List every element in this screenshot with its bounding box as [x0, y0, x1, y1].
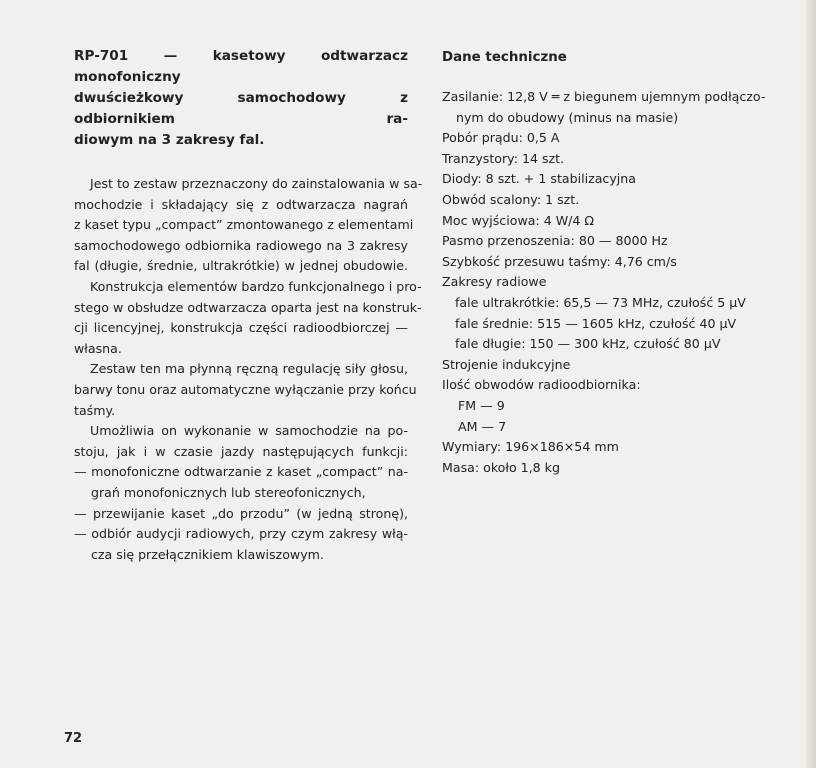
page-edge — [806, 0, 816, 768]
spec-line: Obwód scalony: 1 szt. — [442, 191, 580, 207]
spec-line: Diody: 8 szt. + 1 stabilizacyjna — [442, 171, 636, 187]
product-title — [74, 46, 408, 151]
body-line: stego w obsłudze odtwarzacza oparta jest na konstruk- — [74, 299, 422, 315]
spec-line: Zakresy radiowe — [442, 274, 547, 290]
spec-line: Szybkość przesuwu taśmy: 4,76 cm/s — [442, 253, 677, 269]
spec-line: fale średnie: 515 — 1605 kHz, czułość 40 μV — [455, 315, 737, 331]
list-item-line: grań monofonicznych lub stereofonicznych, — [91, 484, 366, 500]
spec-line: Strojenie indukcyjne — [442, 356, 571, 372]
spec-line: Pobór prądu: 0,5 A — [442, 130, 560, 146]
spec-line: AM — 7 — [458, 418, 507, 434]
spec-line: fale ultrakrótkie: 65,5 — 73 MHz, czułość 5 μV — [455, 294, 746, 310]
body-line: taśmy. — [74, 402, 116, 418]
body-line: barwy tonu oraz automatyczne wyłączanie przy końcu — [74, 381, 417, 397]
spec-line: FM — 9 — [458, 397, 505, 413]
spec-line: Masa: około 1,8 kg — [442, 459, 560, 475]
list-item-line: — odbiór audycji radiowych, przy czym zakresy włą- — [74, 526, 408, 542]
body-line: fal (długie, średnie, ultrakrótkie) w jednej obudowie. — [74, 258, 408, 274]
right-column — [442, 48, 782, 478]
spec-line: Wymiary: 196×186×54 mm — [442, 439, 619, 455]
specs-heading: Dane techniczne — [442, 50, 567, 65]
spec-line: Moc wyjściowa: 4 W/4 Ω — [442, 212, 595, 228]
spec-line: Zasilanie: 12,8 V ═ z biegunem ujemnym podłączo- — [442, 89, 766, 104]
body-line: stoju, jak i w czasie jazdy następujących funkcji: — [74, 443, 408, 459]
body-line: mochodzie i składający się z odtwarzacza nagrań — [74, 196, 408, 212]
title-line: RP-701 — kasetowy odtwarzacz monofoniczny — [74, 48, 408, 85]
body-line: samochodowego odbiornika radiowego na 3 zakresy — [74, 237, 408, 253]
spec-line: Tranzystory: 14 szt. — [442, 150, 565, 166]
spec-line: Ilość obwodów radioodbiornika: — [442, 377, 641, 393]
body-line: Umożliwia on wykonanie w samochodzie na po- — [90, 423, 408, 439]
title-line: dwuścieżkowy samochodowy z odbiornikiem ra- — [74, 90, 408, 127]
list-item-line: — przewijanie kaset „do przodu” (w jedną stronę), — [74, 505, 408, 521]
list-item-line: — monofoniczne odtwarzanie z kaset „compact” na- — [74, 464, 408, 480]
body-line: cji licencyjnej, konstrukcja części radioodbiorczej — — [74, 320, 408, 336]
body-line: własna. — [74, 340, 122, 356]
technical-specs — [442, 87, 782, 478]
page-number: 72 — [64, 731, 83, 746]
body-line: z kaset typu „compact” zmontowanego z elementami — [74, 217, 414, 233]
spec-line: fale długie: 150 — 300 kHz, czułość 80 μV — [455, 336, 721, 352]
list-item-line: cza się przełącznikiem klawiszowym. — [91, 546, 324, 562]
spec-line: nym do obudowy (minus na masie) — [456, 109, 679, 125]
description — [74, 174, 423, 565]
body-line: Konstrukcja elementów bardzo funkcjonalnego i pro- — [90, 278, 422, 294]
left-column — [74, 46, 423, 565]
spec-line: Pasmo przenoszenia: 80 — 8000 Hz — [442, 233, 668, 249]
body-line: Zestaw ten ma płynną ręczną regulację siły głosu, — [90, 361, 408, 377]
body-line: Jest to zestaw przeznaczony do zainstalowania w sa- — [90, 176, 423, 191]
title-line: diowym na 3 zakresy fal. — [74, 132, 265, 148]
